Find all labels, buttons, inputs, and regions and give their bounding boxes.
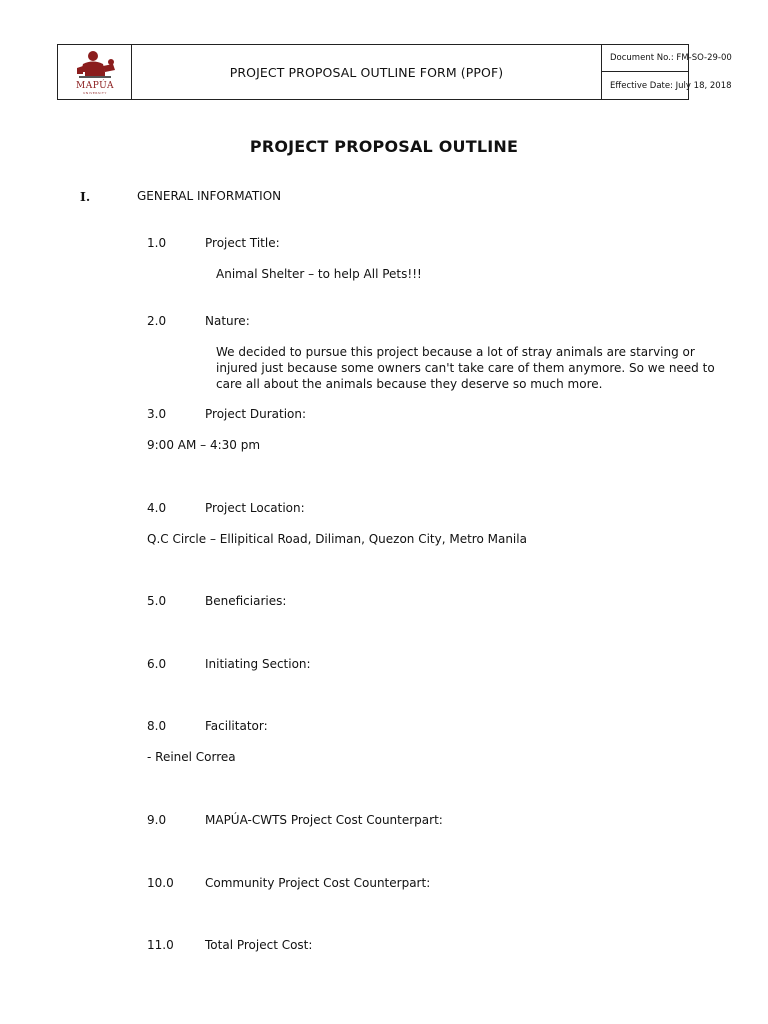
item-number: 10.0 bbox=[147, 876, 174, 890]
item-number: 11.0 bbox=[147, 938, 174, 952]
item-label-nature: Nature: bbox=[205, 314, 250, 328]
item-number: 1.0 bbox=[147, 236, 167, 250]
item-label-beneficiaries: Beneficiaries: bbox=[205, 594, 287, 608]
logo-wordmark: MAPÚA bbox=[76, 81, 114, 91]
university-seal-icon bbox=[71, 50, 119, 80]
page-title: PROJECT PROPOSAL OUTLINE bbox=[249, 137, 519, 156]
item-value-project-title: Animal Shelter – to help All Pets!!! bbox=[216, 267, 422, 281]
item-number: 6.0 bbox=[147, 657, 167, 671]
item-number: 9.0 bbox=[147, 813, 167, 827]
item-number: 8.0 bbox=[147, 719, 167, 733]
logo-cell bbox=[58, 45, 132, 99]
item-value-project-location: Q.C Circle – Ellipitical Road, Diliman, Quezon City, Metro Manila bbox=[147, 532, 527, 546]
item-number: 2.0 bbox=[147, 314, 167, 328]
item-value-nature: We decided to pursue this project because a lot of stray animals are starving or injured just because some owners can't take care of them anymore. So we need to care all about the animals because they deserve so much more. bbox=[216, 345, 715, 391]
document-header bbox=[57, 44, 732, 100]
item-label-community-cost: Community Project Cost Counterpart: bbox=[205, 876, 431, 890]
item-label-facilitator: Facilitator: bbox=[205, 719, 268, 733]
effective-date: Effective Date: July 18, 2018 bbox=[610, 80, 732, 91]
logo-subtext: UNIVERSITY bbox=[83, 91, 107, 95]
item-label-total-cost: Total Project Cost: bbox=[205, 938, 313, 952]
form-title: PROJECT PROPOSAL OUTLINE FORM (PPOF) bbox=[132, 45, 602, 99]
section-numeral: I. bbox=[80, 189, 91, 204]
section-title: GENERAL INFORMATION bbox=[137, 189, 282, 203]
item-label-project-location: Project Location: bbox=[205, 501, 305, 515]
item-number: 3.0 bbox=[147, 407, 167, 421]
item-label-initiating-section: Initiating Section: bbox=[205, 657, 311, 671]
item-label-project-title: Project Title: bbox=[205, 236, 280, 250]
item-value-project-duration: 9:00 AM – 4:30 pm bbox=[147, 438, 261, 452]
item-number: 4.0 bbox=[147, 501, 167, 515]
item-label-mapua-cost: MAPÚA-CWTS Project Cost Counterpart: bbox=[205, 813, 443, 827]
document-number: Document No.: FM-SO-29-00 bbox=[602, 45, 688, 72]
item-number: 5.0 bbox=[147, 594, 167, 608]
item-label-project-duration: Project Duration: bbox=[205, 407, 307, 421]
item-value-facilitator: - Reinel Correa bbox=[147, 750, 236, 764]
